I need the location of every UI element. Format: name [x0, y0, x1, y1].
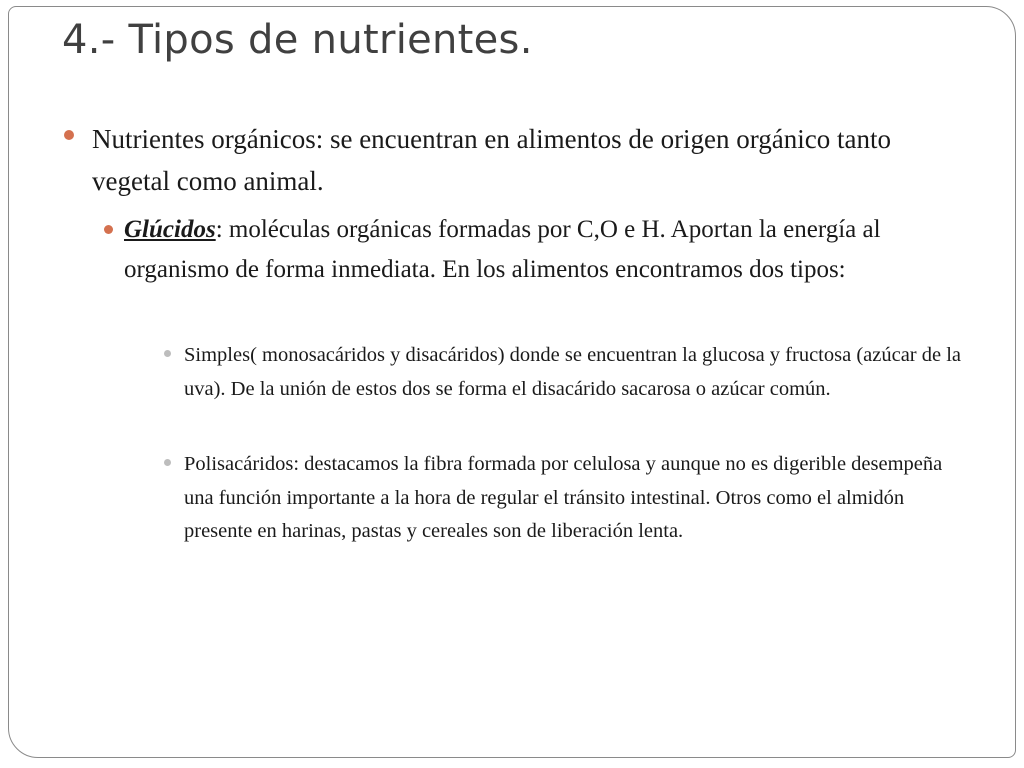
slide-title: 4.- Tipos de nutrientes.	[62, 17, 533, 63]
glucidos-term: Glúcidos	[124, 216, 216, 243]
sub-sub-bullet-polisacaridos: Polisacáridos: destacamos la fibra formada por celulosa y aunque no es digerible desempeña una función importante a la hora de regular el tránsito intestinal. Otros como el almidón presente en harinas, pastas y cereales son de liberación lenta.	[184, 453, 943, 542]
bullet-dot-icon	[64, 130, 74, 140]
bullet-organic-nutrients: Nutrientes orgánicos: se encuentran en alimentos de origen orgánico tanto vegetal como animal.	[92, 124, 892, 196]
bullet-dot-icon	[164, 459, 171, 466]
sub-sub-bullet-simples: Simples( monosacáridos y disacáridos) donde se encuentran la glucosa y fructosa (azúcar de la uva). De la unión de estos dos se forma el disacárido sacarosa o azúcar común.	[184, 344, 962, 400]
bullet-dot-icon	[164, 350, 171, 357]
sub-bullet-glucidos	[124, 210, 964, 290]
bullet-dot-icon	[104, 225, 113, 234]
glucidos-description: : moléculas orgánicas formadas por C,O e H. Aportan la energía al organismo de forma inmediata. En los alimentos encontramos dos tipos:	[124, 216, 881, 283]
